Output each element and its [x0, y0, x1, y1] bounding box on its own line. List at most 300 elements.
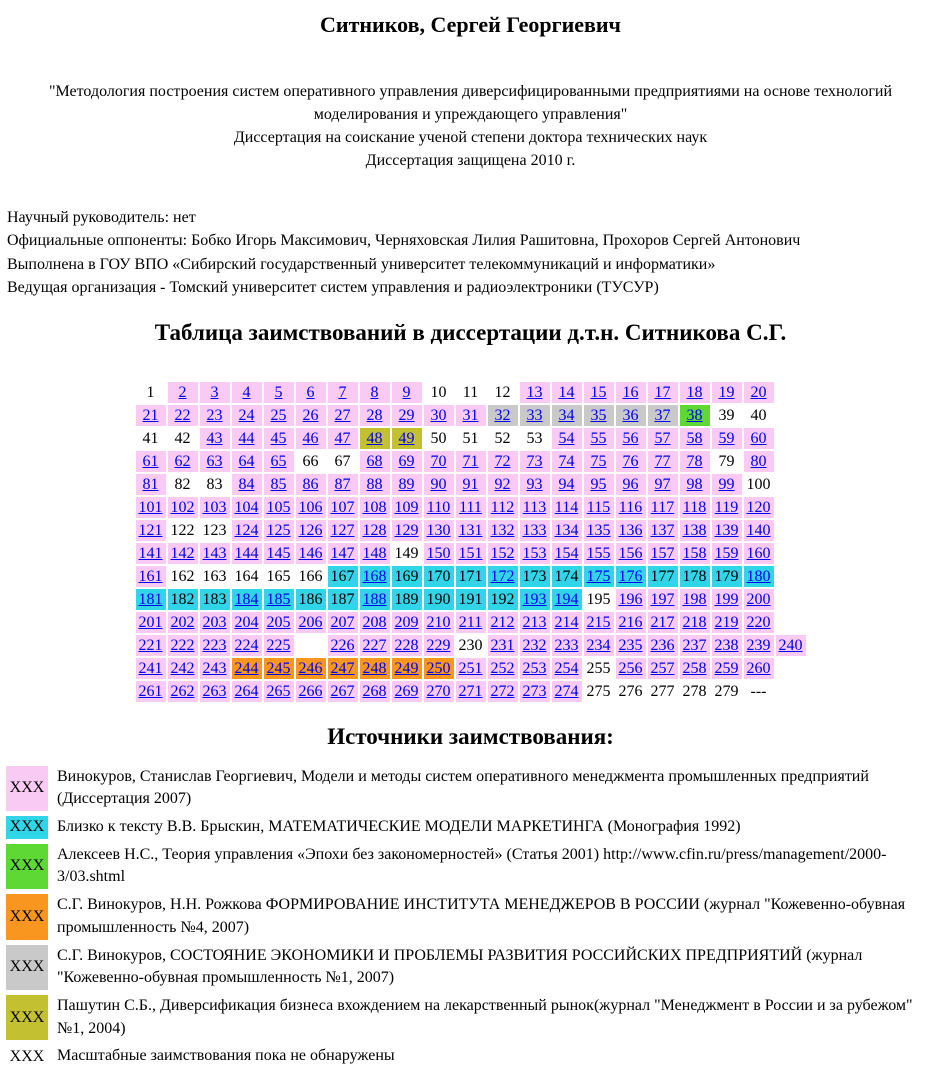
page-cell-279: 279 — [714, 682, 739, 700]
page-cell-247[interactable]: 247 — [328, 658, 358, 679]
page-cell-222[interactable]: 222 — [168, 635, 198, 656]
page-cell-194[interactable]: 194 — [552, 589, 582, 610]
page-cell-110[interactable]: 110 — [424, 497, 454, 518]
page-cell-221[interactable]: 221 — [136, 635, 166, 656]
page-cell-275: 275 — [586, 682, 611, 700]
page-cell-57[interactable]: 57 — [648, 428, 678, 449]
page-cell-234[interactable]: 234 — [584, 635, 614, 656]
grid-row-5 — [136, 474, 806, 495]
legend-source-text: Пашутин С.Б., Диверсификация бизнеса вхождением на лекарственный рынок(журнал "Менеджмент в России и за рубежом" №1, 2004) — [57, 997, 913, 1037]
page-cell-203[interactable]: 203 — [200, 612, 230, 633]
page-cell-156[interactable]: 156 — [616, 543, 646, 564]
page-cell-60[interactable]: 60 — [744, 428, 774, 449]
page-cell-45[interactable]: 45 — [264, 428, 294, 449]
page-cell-150[interactable]: 150 — [424, 543, 454, 564]
page-cell-79: 79 — [718, 452, 735, 470]
page-cell-262[interactable]: 262 — [168, 681, 198, 702]
page-cell-140[interactable]: 140 — [744, 520, 774, 541]
page-cell-54[interactable]: 54 — [552, 428, 582, 449]
grid-row-7 — [136, 520, 806, 541]
page-cell-142[interactable]: 142 — [168, 543, 198, 564]
page-cell-68[interactable]: 68 — [360, 451, 390, 472]
legend-source-text: С.Г. Винокуров, Н.Н. Рожкова ФОРМИРОВАНИЕ ИНСТИТУТА МЕНЕДЖЕРОВ В РОССИИ (журнал "Кожевенно-обувная промышленность №4, 2007) — [57, 896, 906, 936]
page-cell-50: 50 — [430, 429, 447, 447]
page-cell-127[interactable]: 127 — [328, 520, 358, 541]
page-cell-32[interactable]: 32 — [488, 405, 518, 426]
page-cell-73[interactable]: 73 — [520, 451, 550, 472]
page-cell-250[interactable]: 250 — [424, 658, 454, 679]
sources-heading: Источники заимствования: — [327, 723, 614, 749]
legend-source-text: Близко к тексту В.В. Брыскин, МАТЕМАТИЧЕСКИЕ МОДЕЛИ МАРКЕТИНГА (Монография 1992) — [57, 818, 741, 835]
grid-row-8 — [136, 543, 806, 564]
page-cell-36[interactable]: 36 — [616, 405, 646, 426]
page-cell-184[interactable]: 184 — [232, 589, 262, 610]
page-cell-99[interactable]: 99 — [712, 474, 742, 495]
page-cell-49[interactable]: 49 — [392, 428, 422, 449]
page-cell-109[interactable]: 109 — [392, 497, 422, 518]
page-cell-274[interactable]: 274 — [552, 681, 582, 702]
page-cell-112[interactable]: 112 — [488, 497, 518, 518]
page-cell-244[interactable]: 244 — [232, 658, 262, 679]
page-cell-198[interactable]: 198 — [680, 589, 710, 610]
info-line-opponents: Официальные оппоненты: Бобко Игорь Максимович, Черняховская Лилия Рашитовна, Прохоров Сергей Антонович — [7, 232, 801, 250]
page-cell-226[interactable]: 226 — [328, 635, 358, 656]
page-cell-135[interactable]: 135 — [584, 520, 614, 541]
page-cell-172[interactable]: 172 — [488, 566, 518, 587]
page-cell-30[interactable]: 30 — [424, 405, 454, 426]
page-cell-273[interactable]: 273 — [520, 681, 550, 702]
page-cell-193[interactable]: 193 — [520, 589, 550, 610]
page-cell-70[interactable]: 70 — [424, 451, 454, 472]
page-cell-87[interactable]: 87 — [328, 474, 358, 495]
page-cell-176[interactable]: 176 — [616, 566, 646, 587]
legend-color-swatch: XXX — [6, 816, 48, 839]
borrowings-table-heading: Таблица заимствований в диссертации д.т.н. Ситникова С.Г. — [154, 319, 787, 345]
page-cell-76[interactable]: 76 — [616, 451, 646, 472]
page-cell-208[interactable]: 208 — [360, 612, 390, 633]
page-cell-120[interactable]: 120 — [744, 497, 774, 518]
page-cell-75[interactable]: 75 — [584, 451, 614, 472]
page-cell-7[interactable]: 7 — [328, 382, 358, 403]
page-cell-264[interactable]: 264 — [232, 681, 262, 702]
page-cell-261[interactable]: 261 — [136, 681, 166, 702]
page-cell-138[interactable]: 138 — [680, 520, 710, 541]
page-cell-62[interactable]: 62 — [168, 451, 198, 472]
page-cell-59[interactable]: 59 — [712, 428, 742, 449]
page-cell-173: 173 — [520, 566, 550, 587]
page-cell-118[interactable]: 118 — [680, 497, 710, 518]
page-cell-218[interactable]: 218 — [680, 612, 710, 633]
page-cell-21[interactable]: 21 — [136, 405, 166, 426]
page-cell-181[interactable]: 181 — [136, 589, 166, 610]
grid-row-4 — [136, 451, 806, 472]
page-cell-270[interactable]: 270 — [424, 681, 454, 702]
page-cell-108[interactable]: 108 — [360, 497, 390, 518]
page-cell-58[interactable]: 58 — [680, 428, 710, 449]
page-cell-43[interactable]: 43 — [200, 428, 230, 449]
page-cell-246[interactable]: 246 — [296, 658, 326, 679]
page-cell-157[interactable]: 157 — [648, 543, 678, 564]
page-cell-23[interactable]: 23 — [200, 405, 230, 426]
page-cell-20[interactable]: 20 — [744, 382, 774, 403]
page-cell-65[interactable]: 65 — [264, 451, 294, 472]
page-cell-37[interactable]: 37 — [648, 405, 678, 426]
info-line-organization: Ведущая организация - Томский университет систем управления и радиоэлектроники (ТУСУР) — [7, 279, 659, 297]
page-cell-223[interactable]: 223 — [200, 635, 230, 656]
grid-row-9 — [136, 566, 806, 587]
borrowing-grid-wrapper — [0, 382, 941, 704]
page-cell-271[interactable]: 271 — [456, 681, 486, 702]
page-cell-242[interactable]: 242 — [168, 658, 198, 679]
page-cell-33[interactable]: 33 — [520, 405, 550, 426]
page-cell-2[interactable]: 2 — [168, 382, 198, 403]
page-cell-95[interactable]: 95 — [584, 474, 614, 495]
page-cell-251[interactable]: 251 — [456, 658, 486, 679]
page-cell-155[interactable]: 155 — [584, 543, 614, 564]
page-cell-252[interactable]: 252 — [488, 658, 518, 679]
page-cell-278: 278 — [682, 682, 707, 700]
page-cell-178: 178 — [680, 566, 710, 587]
page-cell-154[interactable]: 154 — [552, 543, 582, 564]
page-cell-276: 276 — [618, 682, 643, 700]
page-cell-158[interactable]: 158 — [680, 543, 710, 564]
page-cell-86[interactable]: 86 — [296, 474, 326, 495]
page-cell-4[interactable]: 4 — [232, 382, 262, 403]
page-cell-107[interactable]: 107 — [328, 497, 358, 518]
page-cell-46[interactable]: 46 — [296, 428, 326, 449]
page-cell-56[interactable]: 56 — [616, 428, 646, 449]
page-cell-149: 149 — [394, 544, 419, 562]
page-cell-174: 174 — [552, 566, 582, 587]
page-cell-82: 82 — [174, 475, 191, 493]
page-cell-131[interactable]: 131 — [456, 520, 486, 541]
page-cell-254[interactable]: 254 — [552, 658, 582, 679]
page-cell-163: 163 — [202, 567, 227, 585]
page-cell-44[interactable]: 44 — [232, 428, 262, 449]
page-cell-78[interactable]: 78 — [680, 451, 710, 472]
page-cell-47[interactable]: 47 — [328, 428, 358, 449]
sources-legend — [6, 766, 941, 1069]
page-cell-132[interactable]: 132 — [488, 520, 518, 541]
page-cell-153[interactable]: 153 — [520, 543, 550, 564]
page-cell-34[interactable]: 34 — [552, 405, 582, 426]
page-cell-31[interactable]: 31 — [456, 405, 486, 426]
legend-color-swatch: XXX — [6, 995, 48, 1040]
page-cell-185[interactable]: 185 — [264, 589, 294, 610]
page-cell-38[interactable]: 38 — [680, 405, 710, 426]
page-cell-160[interactable]: 160 — [744, 543, 774, 564]
page-cell----: --- — [750, 682, 767, 700]
page-cell-269[interactable]: 269 — [392, 681, 422, 702]
page-cell-124[interactable]: 124 — [232, 520, 262, 541]
page-cell-117[interactable]: 117 — [648, 497, 678, 518]
thesis-summary — [29, 80, 913, 172]
legend-item-3 — [6, 844, 941, 889]
page-cell-245[interactable]: 245 — [264, 658, 294, 679]
page-cell-213[interactable]: 213 — [520, 612, 550, 633]
page-cell-10: 10 — [430, 383, 447, 401]
page-cell-51: 51 — [462, 429, 479, 447]
page-cell-102[interactable]: 102 — [168, 497, 198, 518]
page-cell-6[interactable]: 6 — [296, 382, 326, 403]
legend-item-6 — [6, 995, 941, 1040]
legend-source-text: Алексеев Н.С., Теория управления «Эпохи без закономерностей» (Статья 2001) http://www.cfin.ru/press/management/2000-3/03.shtml — [57, 845, 887, 886]
grid-row-13 — [136, 658, 806, 679]
page-cell-217[interactable]: 217 — [648, 612, 678, 633]
page-cell-90[interactable]: 90 — [424, 474, 454, 495]
page-cell-188[interactable]: 188 — [360, 589, 390, 610]
page-cell-48[interactable]: 48 — [360, 428, 390, 449]
page-cell-205[interactable]: 205 — [264, 612, 294, 633]
page-cell-28[interactable]: 28 — [360, 405, 390, 426]
page-cell-148[interactable]: 148 — [360, 543, 390, 564]
legend-color-swatch: XXX — [9, 1047, 45, 1065]
page-cell-161[interactable]: 161 — [136, 566, 166, 587]
page-cell-143[interactable]: 143 — [200, 543, 230, 564]
page-cell-219[interactable]: 219 — [712, 612, 742, 633]
page-cell-168[interactable]: 168 — [360, 566, 390, 587]
legend-item-4 — [6, 894, 941, 939]
page-cell-248[interactable]: 248 — [360, 658, 390, 679]
page-cell-258[interactable]: 258 — [680, 658, 710, 679]
page-cell-167: 167 — [328, 566, 358, 587]
page-cell-18[interactable]: 18 — [680, 382, 710, 403]
page-cell-83: 83 — [206, 475, 223, 493]
grid-row-6 — [136, 497, 806, 518]
page-cell-236[interactable]: 236 — [648, 635, 678, 656]
page-cell-85[interactable]: 85 — [264, 474, 294, 495]
page-cell-137[interactable]: 137 — [648, 520, 678, 541]
page-cell-63[interactable]: 63 — [200, 451, 230, 472]
page-cell-25[interactable]: 25 — [264, 405, 294, 426]
page-cell-166: 166 — [298, 567, 323, 585]
page-cell-15[interactable]: 15 — [584, 382, 614, 403]
page-cell-129[interactable]: 129 — [392, 520, 422, 541]
page-cell-139[interactable]: 139 — [712, 520, 742, 541]
page-cell-235[interactable]: 235 — [616, 635, 646, 656]
page-cell-81[interactable]: 81 — [136, 474, 166, 495]
page-cell-239[interactable]: 239 — [744, 635, 774, 656]
page-cell-134[interactable]: 134 — [552, 520, 582, 541]
page-cell-133[interactable]: 133 — [520, 520, 550, 541]
page-cell-96[interactable]: 96 — [616, 474, 646, 495]
page-cell-130[interactable]: 130 — [424, 520, 454, 541]
dissertation-info — [7, 206, 941, 299]
page-cell-201[interactable]: 201 — [136, 612, 166, 633]
page-cell-19[interactable]: 19 — [712, 382, 742, 403]
page-cell-88[interactable]: 88 — [360, 474, 390, 495]
page-cell-202[interactable]: 202 — [168, 612, 198, 633]
page-cell-9[interactable]: 9 — [392, 382, 422, 403]
page-cell-145[interactable]: 145 — [264, 543, 294, 564]
page-cell-199[interactable]: 199 — [712, 589, 742, 610]
page-cell-180[interactable]: 180 — [744, 566, 774, 587]
page-cell-170: 170 — [424, 566, 454, 587]
page-cell-190: 190 — [424, 589, 454, 610]
page-cell-241[interactable]: 241 — [136, 658, 166, 679]
page-cell-29[interactable]: 29 — [392, 405, 422, 426]
grid-row-12 — [136, 635, 806, 656]
page-cell-233[interactable]: 233 — [552, 635, 582, 656]
page-cell-152[interactable]: 152 — [488, 543, 518, 564]
page-cell-17[interactable]: 17 — [648, 382, 678, 403]
page-cell-114[interactable]: 114 — [552, 497, 582, 518]
page-cell-237[interactable]: 237 — [680, 635, 710, 656]
page-cell-197[interactable]: 197 — [648, 589, 678, 610]
page-cell-175[interactable]: 175 — [584, 566, 614, 587]
page-cell-5[interactable]: 5 — [264, 382, 294, 403]
page-cell-224[interactable]: 224 — [232, 635, 262, 656]
page-cell-119[interactable]: 119 — [712, 497, 742, 518]
legend-item-7 — [6, 1045, 941, 1068]
page-cell-101[interactable]: 101 — [136, 497, 166, 518]
page-cell-212[interactable]: 212 — [488, 612, 518, 633]
page-cell-232[interactable]: 232 — [520, 635, 550, 656]
page-cell-211[interactable]: 211 — [456, 612, 486, 633]
page-cell-189: 189 — [392, 589, 422, 610]
page-cell-214[interactable]: 214 — [552, 612, 582, 633]
page-cell-249[interactable]: 249 — [392, 658, 422, 679]
page-cell-220[interactable]: 220 — [744, 612, 774, 633]
page-cell-209[interactable]: 209 — [392, 612, 422, 633]
page-cell-144[interactable]: 144 — [232, 543, 262, 564]
page-cell-115[interactable]: 115 — [584, 497, 614, 518]
thesis-year-line: Диссертация защищена 2010 г. — [365, 152, 576, 170]
page-cell-253[interactable]: 253 — [520, 658, 550, 679]
page-cell-210[interactable]: 210 — [424, 612, 454, 633]
page-cell-71[interactable]: 71 — [456, 451, 486, 472]
page-cell-52: 52 — [494, 429, 511, 447]
page-cell-16[interactable]: 16 — [616, 382, 646, 403]
page-cell-195: 195 — [586, 590, 611, 608]
page-cell-136[interactable]: 136 — [616, 520, 646, 541]
page-cell-196[interactable]: 196 — [616, 589, 646, 610]
legend-source-text: Винокуров, Станислав Георгиевич, Модели и методы систем оперативного менеджмента промышленных предприятий (Диссертация 2007) — [57, 767, 869, 808]
page-cell-204[interactable]: 204 — [232, 612, 262, 633]
page-cell-104[interactable]: 104 — [232, 497, 262, 518]
page-cell-97[interactable]: 97 — [648, 474, 678, 495]
page-cell-257[interactable]: 257 — [648, 658, 678, 679]
page-cell-53: 53 — [526, 429, 543, 447]
page-cell-266[interactable]: 266 — [296, 681, 326, 702]
page-cell-3[interactable]: 3 — [200, 382, 230, 403]
legend-color-swatch: XXX — [6, 945, 48, 990]
page-cell-240[interactable]: 240 — [776, 635, 806, 656]
page-cell-265[interactable]: 265 — [264, 681, 294, 702]
page-cell-103[interactable]: 103 — [200, 497, 230, 518]
page-cell-14[interactable]: 14 — [552, 382, 582, 403]
page-cell-92[interactable]: 92 — [488, 474, 518, 495]
page-cell-238[interactable]: 238 — [712, 635, 742, 656]
page-cell-186: 186 — [296, 589, 326, 610]
page-cell-61[interactable]: 61 — [136, 451, 166, 472]
thesis-title-quote: "Методология построения систем оперативного управления диверсифицированными предприятиями на основе технологий моделирования и упреждающего управления" — [48, 83, 892, 124]
page-cell-179: 179 — [712, 566, 742, 587]
page-cell-147[interactable]: 147 — [328, 543, 358, 564]
page-cell-80[interactable]: 80 — [744, 451, 774, 472]
page-cell-91[interactable]: 91 — [456, 474, 486, 495]
page-cell-74[interactable]: 74 — [552, 451, 582, 472]
page-cell-126[interactable]: 126 — [296, 520, 326, 541]
page-cell-229[interactable]: 229 — [424, 635, 454, 656]
page-cell-111[interactable]: 111 — [456, 497, 486, 518]
page-cell-267[interactable]: 267 — [328, 681, 358, 702]
page-cell-141[interactable]: 141 — [136, 543, 166, 564]
grid-row-1 — [136, 382, 806, 403]
page-cell-121[interactable]: 121 — [136, 520, 166, 541]
page-cell-77[interactable]: 77 — [648, 451, 678, 472]
page-cell-35[interactable]: 35 — [584, 405, 614, 426]
page-cell-243[interactable]: 243 — [200, 658, 230, 679]
page-cell-64[interactable]: 64 — [232, 451, 262, 472]
page-cell-159[interactable]: 159 — [712, 543, 742, 564]
legend-source-text: С.Г. Винокуров, СОСТОЯНИЕ ЭКОНОМИКИ И ПРОБЛЕМЫ РАЗВИТИЯ РОССИЙСКИХ ПРЕДПРИЯТИЙ (журнал "Кожевенно-обувная промышленность №1, 2007) — [57, 946, 863, 987]
page-cell-24[interactable]: 24 — [232, 405, 262, 426]
page-cell-162: 162 — [170, 567, 195, 585]
page-cell-146[interactable]: 146 — [296, 543, 326, 564]
legend-item-1 — [6, 766, 941, 811]
page-cell-200[interactable]: 200 — [744, 589, 774, 610]
page-cell-177: 177 — [648, 566, 678, 587]
grid-row-3 — [136, 428, 806, 449]
page-cell-260[interactable]: 260 — [744, 658, 774, 679]
page-cell-256[interactable]: 256 — [616, 658, 646, 679]
page-cell-259[interactable]: 259 — [712, 658, 742, 679]
page-cell-228[interactable]: 228 — [392, 635, 422, 656]
page-cell-13[interactable]: 13 — [520, 382, 550, 403]
page-cell-128[interactable]: 128 — [360, 520, 390, 541]
grid-row-11 — [136, 612, 806, 633]
page-cell-40: 40 — [750, 406, 767, 424]
page-cell-22[interactable]: 22 — [168, 405, 198, 426]
page-cell-93[interactable]: 93 — [520, 474, 550, 495]
page-cell-105[interactable]: 105 — [264, 497, 294, 518]
grid-row-2 — [136, 405, 806, 426]
page-cell-69[interactable]: 69 — [392, 451, 422, 472]
page-cell-122: 122 — [170, 521, 195, 539]
page-cell-171: 171 — [456, 566, 486, 587]
page-cell-98[interactable]: 98 — [680, 474, 710, 495]
page-cell-106[interactable]: 106 — [296, 497, 326, 518]
page-cell-72[interactable]: 72 — [488, 451, 518, 472]
page-cell-41: 41 — [142, 429, 159, 447]
page-cell-225[interactable]: 225 — [264, 635, 294, 656]
page-cell-272[interactable]: 272 — [488, 681, 518, 702]
page-cell-216[interactable]: 216 — [616, 612, 646, 633]
legend-source-text: Масштабные заимствования пока не обнаружены — [57, 1047, 395, 1065]
page-cell-27[interactable]: 27 — [328, 405, 358, 426]
page-cell-116[interactable]: 116 — [616, 497, 646, 518]
page-cell-207[interactable]: 207 — [328, 612, 358, 633]
page-cell-231[interactable]: 231 — [488, 635, 518, 656]
page-cell-125[interactable]: 125 — [264, 520, 294, 541]
page-cell-89[interactable]: 89 — [392, 474, 422, 495]
page-cell-268[interactable]: 268 — [360, 681, 390, 702]
page-cell-84[interactable]: 84 — [232, 474, 262, 495]
page-cell-55[interactable]: 55 — [584, 428, 614, 449]
page-cell-227[interactable]: 227 — [360, 635, 390, 656]
page-cell-263[interactable]: 263 — [200, 681, 230, 702]
page-cell-215[interactable]: 215 — [584, 612, 614, 633]
page-cell-151[interactable]: 151 — [456, 543, 486, 564]
thesis-degree-line: Диссертация на соискание ученой степени доктора технических наук — [233, 129, 708, 147]
page-cell-8[interactable]: 8 — [360, 382, 390, 403]
page-cell-113[interactable]: 113 — [520, 497, 550, 518]
page-cell-164: 164 — [234, 567, 259, 585]
page-cell-206[interactable]: 206 — [296, 612, 326, 633]
page-cell-26[interactable]: 26 — [296, 405, 326, 426]
page-cell-94[interactable]: 94 — [552, 474, 582, 495]
